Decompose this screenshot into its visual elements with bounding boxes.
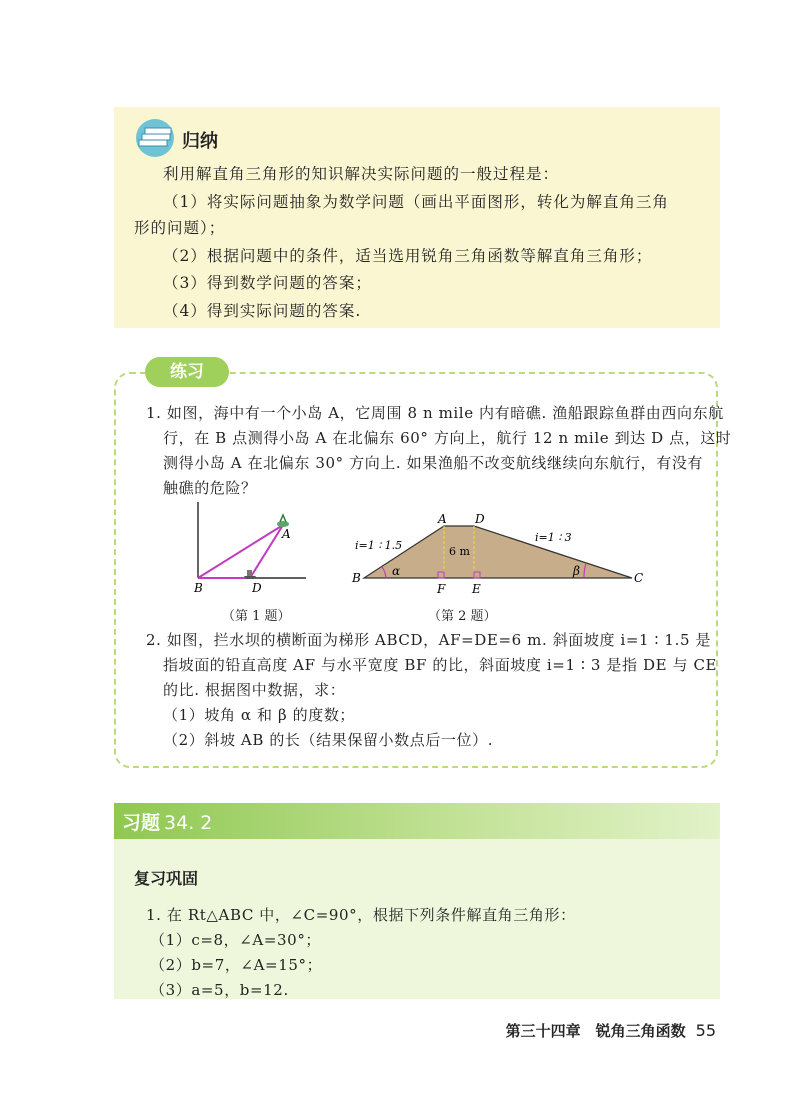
practice-q2-line2: 指坡面的铅直高度 AF 与水平宽度 BF 的比，斜面坡度 i=1 ∶ 3 是指 DE 与 CE xyxy=(163,656,718,674)
practice-q2-part2: （2）斜坡 AB 的长（结果保留小数点后一位）. xyxy=(163,731,494,749)
page-number: 55 xyxy=(695,1021,716,1040)
summary-intro: 利用解直角三角形的知识解决实际问题的一般过程是： xyxy=(163,165,560,183)
figure-2 xyxy=(348,512,648,596)
exercises-subtitle: 复习巩固 xyxy=(134,869,199,888)
summary-step1: （1）将实际问题抽象为数学问题（画出平面图形，转化为解直角三角 xyxy=(163,193,669,211)
practice-q1-line4: 触礁的危险？ xyxy=(163,479,257,497)
fig2-beta: β xyxy=(573,564,580,578)
practice-q2-part1: （1）坡角 α 和 β 的度数； xyxy=(163,706,356,724)
island-icon xyxy=(277,515,289,527)
page-footer xyxy=(506,1020,716,1041)
fig2-alpha: α xyxy=(392,564,401,578)
fig2-label-E: E xyxy=(472,582,481,596)
figure-2-caption: （第 2 题） xyxy=(428,609,497,624)
figure-1 xyxy=(180,500,320,600)
exercises-number: 34. 2 xyxy=(164,812,213,834)
practice-q1-line3: 测得小岛 A 在北偏东 30° 方向上. 如果渔船不改变航线继续向东航行，有没有 xyxy=(163,454,704,472)
fig2-label-F: F xyxy=(437,582,446,596)
fig1-label-D: D xyxy=(252,581,262,595)
practice-label: 练习 xyxy=(145,357,229,387)
fig2-label-B: B xyxy=(352,571,361,585)
books-icon xyxy=(131,118,179,158)
practice-q1-line1: 1. 如图，海中有一个小岛 A，它周围 8 n mile 内有暗礁. 渔船跟踪鱼群由西向东航 xyxy=(146,404,724,422)
fig2-height: 6 m xyxy=(449,545,470,558)
exercises-q1-part2: （2）b=7，∠A=15°； xyxy=(150,956,323,974)
exercises-q1: 1. 在 Rt△ABC 中，∠C=90°，根据下列条件解直角三角形： xyxy=(146,906,576,924)
practice-q1-line2: 行，在 B 点测得小岛 A 在北偏东 60° 方向上，航行 12 n mile 到达 D 点，这时 xyxy=(163,429,732,447)
footer-chapter: 第三十四章 锐角三角函数 xyxy=(505,1022,686,1040)
fig2-label-D: D xyxy=(475,512,485,526)
summary-step4: （4）得到实际问题的答案. xyxy=(163,302,362,320)
summary-step2: （2）根据问题中的条件，适当选用锐角三角函数等解直角三角形； xyxy=(163,247,653,265)
summary-step3: （3）得到数学问题的答案； xyxy=(163,274,372,292)
exercises-title xyxy=(122,808,212,835)
fig2-slope-right: i=1 ∶ 3 xyxy=(535,531,572,544)
exercises-title-text: 习题 xyxy=(122,812,161,834)
summary-title: 归纳 xyxy=(182,131,218,152)
summary-step1-cont: 形的问题）； xyxy=(134,219,226,237)
practice-q2-line3: 的比. 根据图中数据，求： xyxy=(163,681,346,699)
fig2-label-A: A xyxy=(438,512,447,526)
practice-q2-line1: 2. 如图，拦水坝的横断面为梯形 ABCD，AF=DE=6 m. 斜面坡度 i=1 ∶ 1.5 是 xyxy=(146,631,712,649)
fig1-label-A: A xyxy=(282,527,291,541)
exercises-q1-part1: （1）c=8，∠A=30°； xyxy=(150,931,322,949)
dam-cross-section xyxy=(364,526,632,578)
figure-1-caption: （第 1 题） xyxy=(222,609,291,624)
fig1-label-B: B xyxy=(194,581,203,595)
fig2-slope-left: i=1 ∶ 1.5 xyxy=(355,539,403,552)
exercises-q1-part3: （3）a=5，b=12. xyxy=(150,981,289,999)
fig2-label-C: C xyxy=(634,571,644,585)
